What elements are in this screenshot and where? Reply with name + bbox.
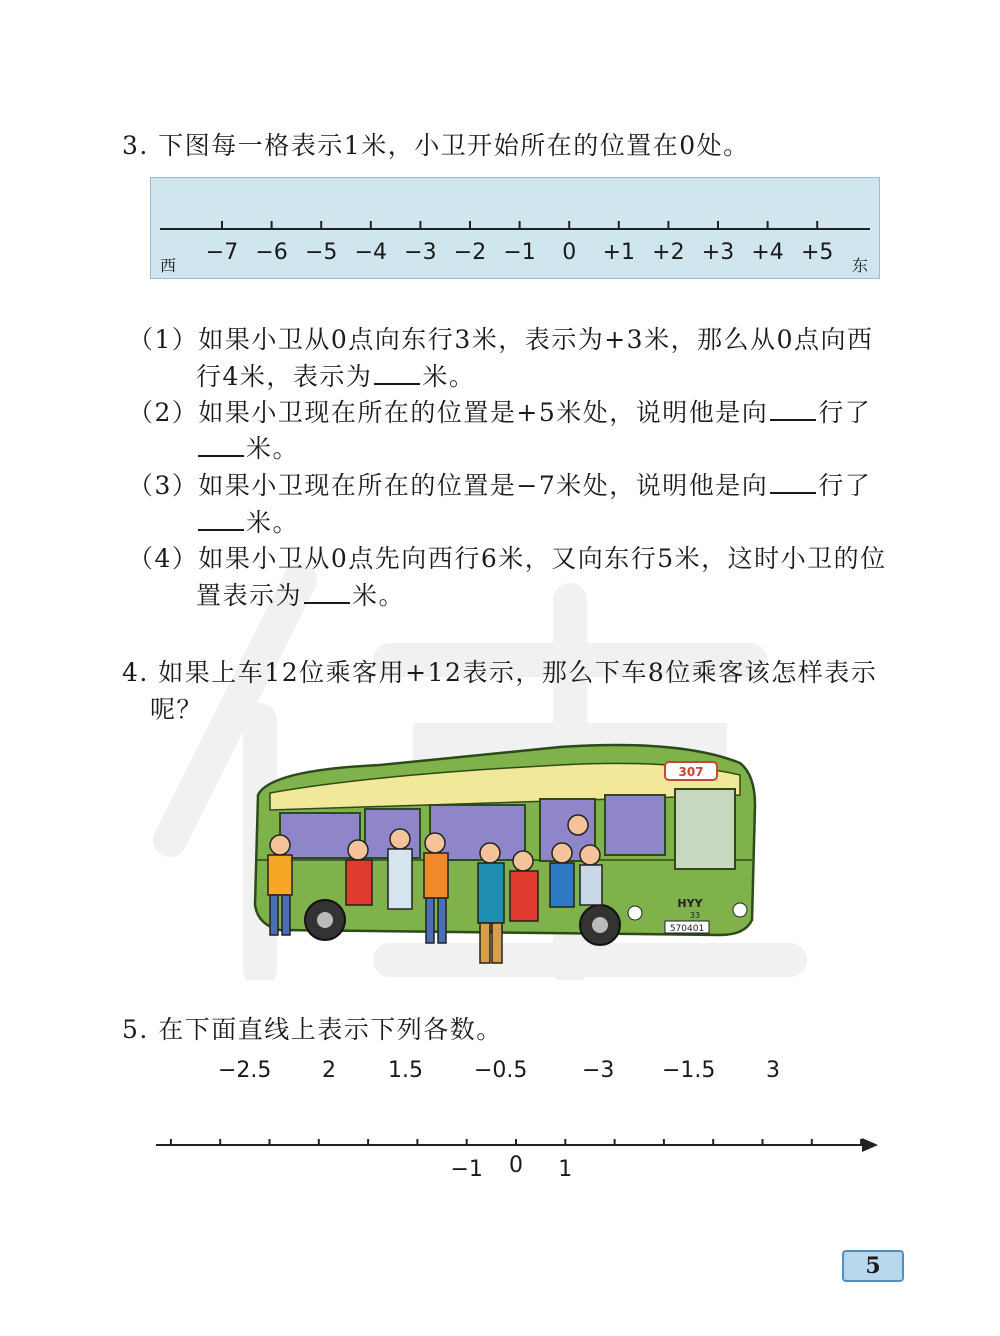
q3-tick-label: +2 [652, 240, 685, 265]
answer-blank-3a[interactable] [770, 472, 816, 494]
bus-illustration [240, 735, 780, 975]
q5-number: 3 [766, 1058, 780, 1083]
bus-route-number: 307 [678, 765, 704, 779]
bus-badge: HYY [677, 897, 703, 910]
q3-item-2-text: （2）如果小卫现在所在的位置是+5米处，说明他是向 [128, 398, 769, 427]
q5-axis-label: 0 [509, 1153, 523, 1178]
q3-tick-label: 0 [562, 240, 577, 265]
answer-blank-4[interactable] [304, 582, 350, 604]
q3-item-1-text: 行4米，表示为 [196, 362, 373, 391]
q3-item-4-text: 置表示为 [196, 581, 303, 610]
q3-tick-label: −7 [205, 240, 239, 265]
q3-item-1-line2 [196, 357, 475, 393]
q5-number: −3 [582, 1058, 615, 1083]
q3-item-1-unit: 米。 [422, 362, 476, 391]
q3-item-4-line1: （4）如果小卫从0点先向西行6米，又向东行5米，这时小卫的位 [128, 544, 887, 573]
q3-item-4-unit: 米。 [352, 581, 406, 610]
answer-blank-2b[interactable] [198, 435, 244, 457]
q5-title: 5. 在下面直线上表示下列各数。 [122, 1015, 503, 1044]
q3-item-3-unit: 米。 [246, 508, 300, 537]
west-label: 西 [160, 256, 177, 275]
q3-item-3-verb: 行了 [818, 471, 872, 500]
q3-title: 3. 下图每一格表示1米，小卫开始所在的位置在0处。 [122, 131, 750, 160]
q3-tick-label: −4 [354, 240, 388, 265]
bus-plate: 570401 [669, 924, 705, 934]
q5-number: 2 [322, 1058, 336, 1083]
q4-line1: 4. 如果上车12位乘客用+12表示，那么下车8位乘客该怎样表示 [122, 658, 878, 687]
q5-axis-arrow [862, 1138, 878, 1152]
q3-tick-label: +1 [602, 240, 636, 265]
q3-item-2-unit: 米。 [246, 434, 300, 463]
q3-item-2-line1 [128, 393, 871, 429]
bus-badge-number: 33 [689, 911, 701, 920]
q5-number: 1.5 [388, 1058, 423, 1083]
q3-item-3-line2 [196, 503, 299, 539]
answer-blank-3b[interactable] [198, 509, 244, 531]
q3-tick-label: +3 [701, 240, 735, 265]
answer-blank-1[interactable] [374, 363, 420, 385]
q3-tick-label: +4 [751, 240, 784, 265]
q3-tick-label: −3 [404, 240, 437, 265]
q4-line2: 呢？ [150, 695, 204, 724]
q3-item-3-line1 [128, 466, 871, 502]
page-number: 5 [842, 1250, 904, 1282]
q3-tick-label: −2 [453, 240, 487, 265]
q5-number: −2.5 [218, 1058, 272, 1083]
q3-item-3-text: （3）如果小卫现在所在的位置是−7米处，说明他是向 [128, 471, 769, 500]
q5-number: −1.5 [662, 1058, 716, 1083]
q3-tick-label: −1 [503, 240, 536, 265]
q3-item-2-verb: 行了 [818, 398, 872, 427]
q5-axis-label: −1 [450, 1157, 483, 1182]
q3-tick-label: −5 [304, 240, 338, 265]
q5-axis-label: 1 [558, 1157, 573, 1182]
answer-blank-2a[interactable] [770, 399, 816, 421]
q3-tick-label: +5 [800, 240, 834, 265]
east-label: 东 [852, 256, 869, 275]
q3-item-4-line2 [196, 576, 405, 612]
q3-item-1-line1: （1）如果小卫从0点向东行3米，表示为+3米，那么从0点向西 [128, 325, 874, 354]
q3-item-2-line2 [196, 429, 299, 465]
q5-number: −0.5 [474, 1058, 528, 1083]
q3-tick-label: −6 [255, 240, 288, 265]
